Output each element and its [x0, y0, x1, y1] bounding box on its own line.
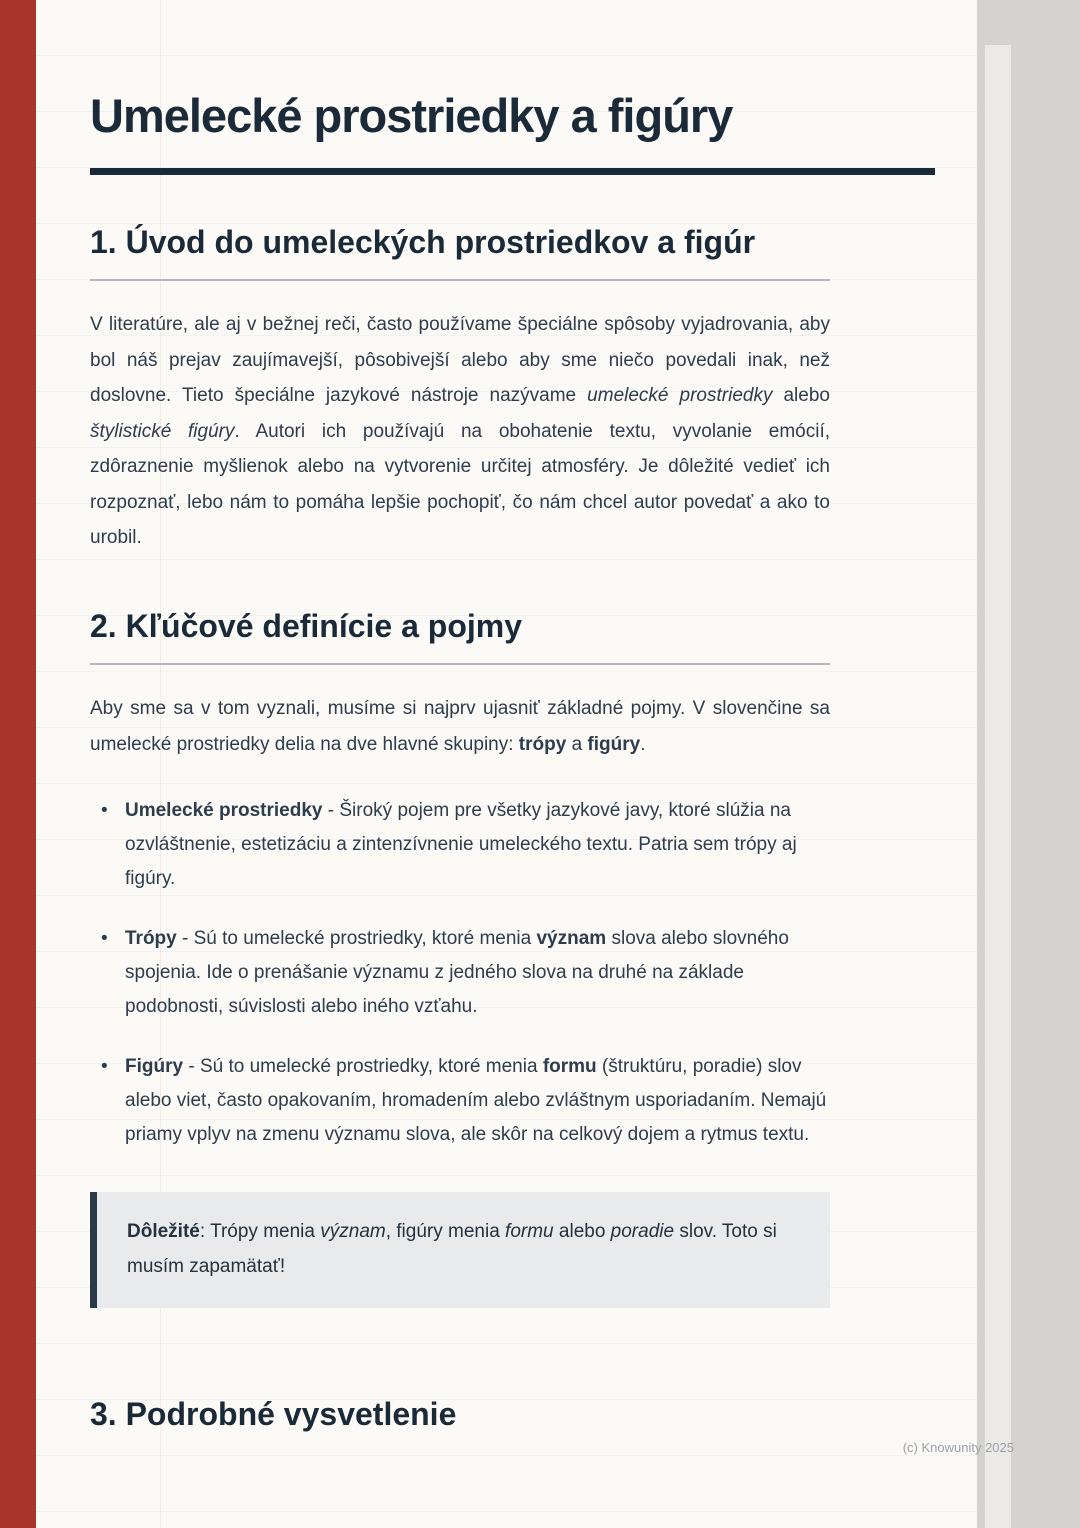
page-edge-accent [0, 0, 36, 1528]
page-content [90, 0, 830, 1436]
document-page [36, 0, 977, 1528]
section-heading-3: 3. Podrobné vysvetlenie [90, 1396, 457, 1433]
section-heading-2: 2. Kľúčové definície a pojmy [90, 607, 523, 644]
list-item [90, 922, 830, 1024]
title-divider [90, 168, 935, 175]
list-item-text: Trópy - Sú to umelecké prostriedky, ktoré menia význam slova alebo slovného spojenia. Ide o prenášanie významu z jedného slova na druhé na základe podobnosti, súvislosti alebo iného vzťahu. [125, 928, 789, 1018]
definitions-list [90, 794, 830, 1152]
callout-important: Dôležité: Trópy menia význam, figúry menia formu alebo poradie slov. Toto si musím zapamätať! [90, 1192, 830, 1308]
list-item-text: Figúry - Sú to umelecké prostriedky, ktoré menia formu (štruktúru, poradie) slov alebo viet, často opakovaním, hromadením alebo zvláštnym usporiadaním. Nemajú priamy vplyv na zmenu významu slova, ale skôr na celkový dojem a rytmus textu. [125, 1056, 827, 1146]
section-heading-1: 1. Úvod do umeleckých prostriedkov a figúr [90, 223, 756, 260]
bullet-icon: • [101, 1056, 108, 1078]
intro-paragraph: V literatúre, ale aj v bežnej reči, často používame špeciálne spôsoby vyjadrovania, aby bol náš prejav zaujímavejší, pôsobivejší alebo aby sme niečo povedali inak, než doslovne. Tieto špeciálne jazykové nástroje nazývame umelecké prostriedky alebo štylistické figúry. Autori ich používajú na obohatenie textu, vyvolanie emócií, zdôraznenie myšlienok alebo na vytvorenie určitej atmosféry. Je dôležité vedieť ich rozpoznať, lebo nám to pomáha lepšie pochopiť, čo nám chcel autor povedať a ako to urobil. [90, 314, 831, 549]
watermark: (c) Knowunity 2025 [902, 1440, 1014, 1455]
list-item [90, 1050, 830, 1152]
heading-divider-2 [90, 663, 830, 665]
list-item-text: Umelecké prostriedky - Široký pojem pre všetky jazykové javy, ktoré slúžia na ozvláštnenie, estetizáciu a zintenzívnenie umeleckého textu. Patria sem trópy aj figúry. [125, 800, 797, 890]
heading-divider-1 [90, 279, 830, 281]
definitions-paragraph: Aby sme sa v tom vyznali, musíme si najprv ujasniť základné pojmy. V slovenčine sa umelecké prostriedky delia na dve hlavné skupiny: trópy a figúry. [90, 698, 830, 755]
page-title: Umelecké prostriedky a figúry [90, 89, 733, 142]
bullet-icon: • [101, 800, 108, 822]
bullet-icon: • [101, 928, 108, 950]
scrollbar-thumb[interactable] [985, 45, 1011, 1528]
list-item [90, 794, 830, 896]
